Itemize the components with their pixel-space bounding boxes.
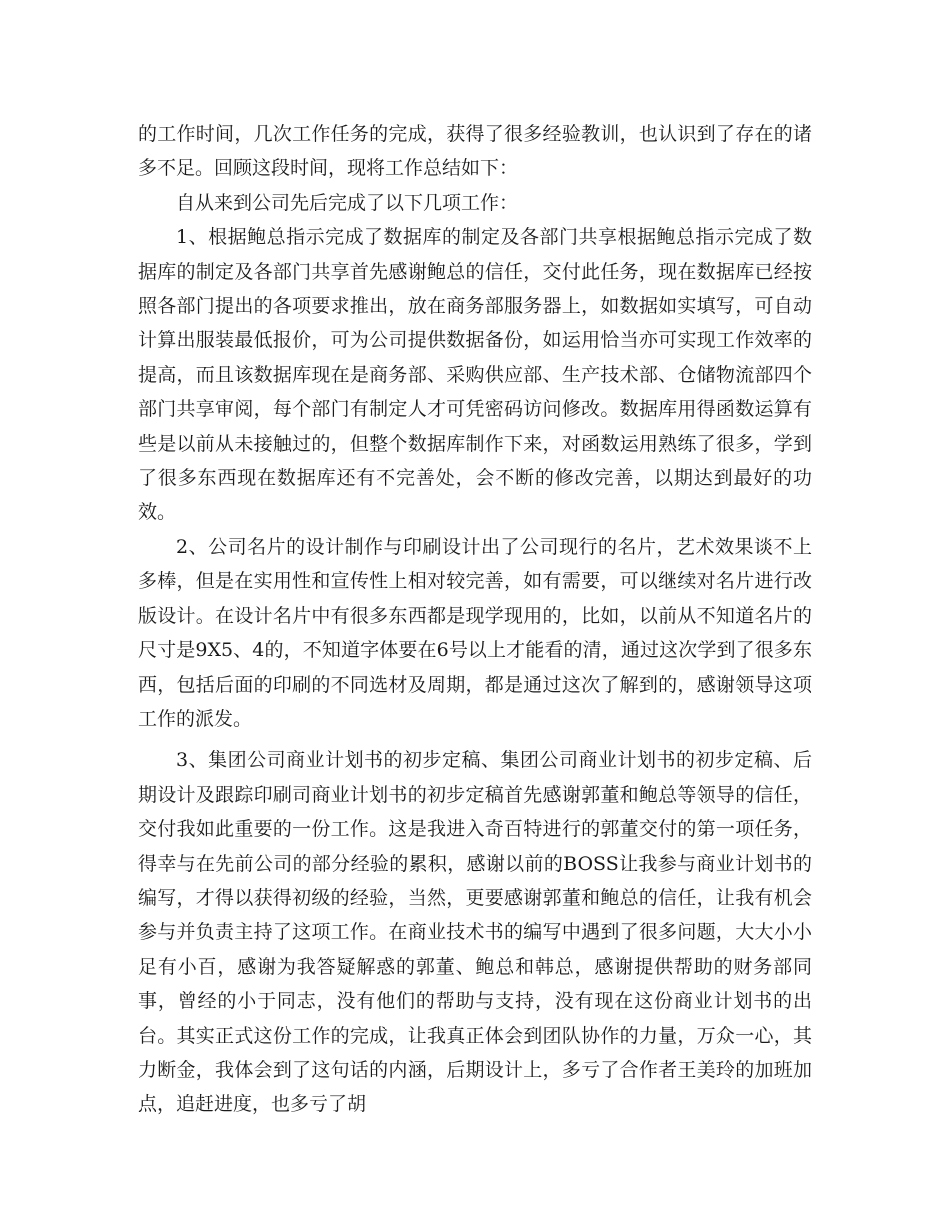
document-body (138, 117, 812, 1122)
paragraph-item-2: 2、公司名片的设计制作与印刷设计出了公司现行的名片，艺术效果谈不上多棒，但是在实用性和宣传性上相对较完善，如有需要，可以继续对名片进行改版设计。在设计名片中有很多东西都是现学现用的，比如，以前从不知道名片的尺寸是9X5、4的，不知道字体要在6号以上才能看的清，通过这次学到了很多东西，包括后面的印刷的不同选材及周期，都是通过这次了解到的，感谢领导这项工作的派发。 (138, 535, 812, 730)
paragraph-item-1: 1、根据鲍总指示完成了数据库的制定及各部门共享根据鲍总指示完成了数据库的制定及各部门共享首先感谢鲍总的信任，交付此任务，现在数据库已经按照各部门提出的各项要求推出，放在商务部服务器上，如数据如实填写，可自动计算出服装最低报价，可为公司提供数据备份，如运用恰当亦可实现工作效率的提高，而且该数据库现在是商务部、采购供应部、生产技术部、仓储物流部四个部门共享审阅，每个部门有制定人才可凭密码访问修改。数据库用得函数运算有些是以前从未接触过的，但整个数据库制作下来，对函数运用熟练了很多，学到了很多东西现在数据库还有不完善处，会不断的修改完善，以期达到最好的功效。 (138, 226, 812, 524)
paragraph-item-3: 3、集团公司商业计划书的初步定稿、集团公司商业计划书的初步定稿、后期设计及跟踪印刷司商业计划书的初步定稿首先感谢郭董和鲍总等领导的信任，交付我如此重要的一份工作。这是我进入奇百特进行的郭董交付的第一项任务，得幸与在先前公司的部分经验的累积，感谢以前的BOSS让我参与商业计划书的编写，才得以获得初级的经验，当然，更要感谢郭董和鲍总的信任，让我有机会参与并负责主持了这项工作。在商业技术书的编写中遇到了很多问题，大大小小足有小百，感谢为我答疑解惑的郭董、鲍总和韩总，感谢提供帮助的财务部同事，曾经的小于同志，没有他们的帮助与支持，没有现在这份商业计划书的出台。其实正式这份工作的完成，让我真正体会到团队协作的力量，万众一心，其力断金，我体会到了这句话的内涵，后期设计上，多亏了合作者王美玲的加班加点，追赶进度，也多亏了胡 (138, 749, 812, 1116)
paragraph-continuation: 的工作时间，几次工作任务的完成，获得了很多经验教训，也认识到了存在的诸多不足。回顾这段时间，现将工作总结如下： (138, 123, 812, 180)
paragraph-intro: 自从来到公司先后完成了以下几项工作： (176, 191, 519, 214)
